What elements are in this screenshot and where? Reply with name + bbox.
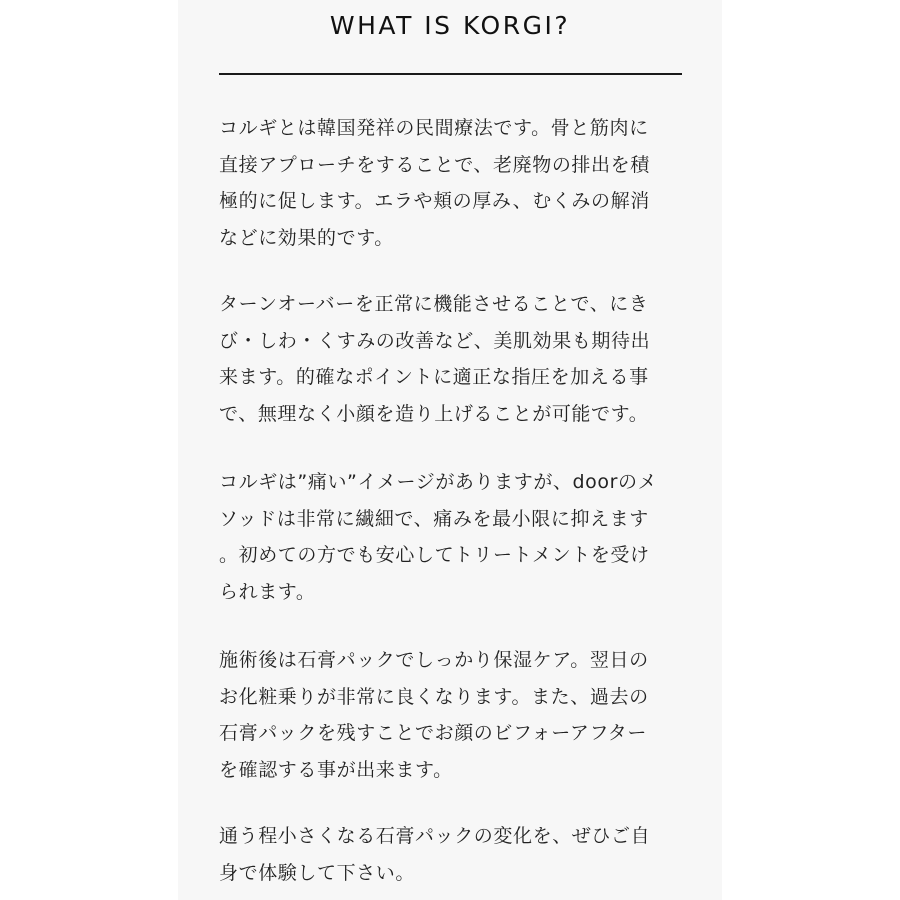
paragraph-pain: コルギは”痛い”イメージがありますが、doorのメ ソッドは非常に繊細で、痛みを最小限に抑えます 。初めての方でも安心してトリートメントを受け られます。 [219, 471, 658, 603]
page-title: WHAT IS KORGI? [329, 11, 571, 40]
content-panel [178, 0, 722, 900]
title-divider [219, 73, 682, 75]
paragraph-benefits: ターンオーバーを正常に機能させることで、にき び・しわ・くすみの改善など、美肌効果も期待出 来ます。的確なポイントに適正な指圧を加える事 で、無理なく小顔を造り上げることが可能です。 [219, 293, 651, 425]
paragraph-intro: コルギとは韓国発祥の民間療法です。骨と筋肉に 直接アプローチをすることで、老廃物の排出を積 極的に促します。エラや頬の厚み、むくみの解消 などに効果的です。 [219, 117, 650, 249]
paragraph-invitation: 通う程小さくなる石膏パックの変化を、ぜひご自 身で体験して下さい。 [219, 825, 651, 884]
paragraph-plaster-pack: 施術後は石膏パックでしっかり保湿ケア。翌日の お化粧乗りが非常に良くなります。また、過去の 石膏パックを残すことでお顔のビフォーアフター を確認する事が出来ます。 [219, 649, 649, 781]
